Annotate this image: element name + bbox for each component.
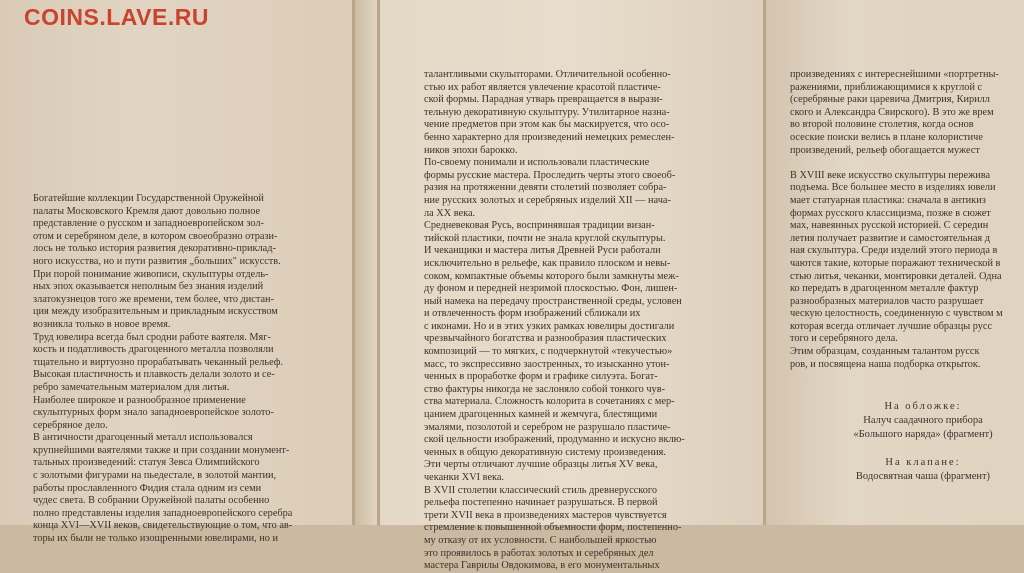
text-line: ражениями, приближающимися к круглой с [790, 81, 983, 93]
text-line: разия на протяжении девяти столетий позволяет собра- [424, 182, 667, 194]
text-line: и отвлеченность форм изображений сближали их [424, 308, 641, 320]
text-line: чудес света. В собрании Оружейной палаты особенно [33, 495, 270, 507]
text-line: во второй половине столетия, когда основ [790, 119, 974, 131]
flap-caption-heading: На клапане: [885, 457, 961, 468]
text-line: ция между изобразительным и прикладным искусством [33, 306, 278, 318]
text-line: ской формы. Парадная утварь превращается в вырази- [424, 94, 663, 106]
middle-text-column [424, 69, 730, 573]
text-line: златокузнецов того же времени, тем более, что дистан- [33, 293, 274, 305]
text-line: Труд ювелира всегда был сродни работе ваятеля. Мяг- [33, 331, 271, 343]
text-line: соком, компактные объемы которого были замкнуты меж- [424, 270, 679, 282]
text-line: цанием драгоценных камней и жемчуга, блестящими [424, 409, 658, 421]
text-line: это проявилось в работах золотых и серебряных дел [424, 547, 654, 559]
text-line: В XVII столетии классический стиль древнерусского [424, 484, 657, 496]
text-line: стремление к повышенной объемности форм, постепенно- [424, 522, 682, 534]
text-line: конца XVI—XVII веков, свидетельствующие о том, что ав- [33, 520, 293, 532]
text-line: тальных произведений: статуя Зевса Олимпийского [33, 457, 260, 469]
text-line: ченных в проработке форм и графике силуэта. Богат- [424, 371, 658, 383]
text-line: По-своему понимали и использовали пластические [424, 157, 650, 169]
text-line: ду фоном и передней незримой плоскостью. Фон, лишен- [424, 283, 678, 295]
text-line: ство фактуры никогда не заслоняло собой тонкого чув- [424, 383, 665, 395]
text-line: ченных в общую декоративную систему произведения. [424, 446, 666, 458]
flap-caption [838, 456, 1008, 484]
text-line: чаются такие, которые поражают технической в [790, 257, 1001, 269]
text-line: ных эпох оказывается неполным без знания изделий [33, 281, 264, 293]
text-line: трети XVII века в произведениях мастеров чувствуется [424, 509, 667, 521]
text-line: эмалями, позолотой и серебром не разрушало пластиче- [424, 421, 671, 433]
text-line: лось не только история развития декоративно-приклад- [33, 243, 276, 255]
text-line: композиций — то мягких, с подчеркнутой «текучестью» [424, 346, 673, 358]
text-line: возникла только в новое время. [33, 318, 171, 330]
text-line: ная скульптура. Среди изделий этого периода в [790, 245, 998, 257]
text-line: исключительно в рельефе, как правило плоском и невы- [424, 257, 671, 269]
text-line: осеские поиски велись в плане колористиче [790, 131, 983, 143]
text-line: При порой понимание живописи, скульптуры отдель- [33, 268, 269, 280]
text-line: Эти черты отличают лучшие образцы литья XV века, [424, 459, 658, 471]
text-line: ного искусства, но и пути развития „больших" искусств. [33, 255, 281, 267]
text-line: представление о русском и западноевропейском зол- [33, 218, 264, 230]
text-line: Этим образцам, созданным талантом русск [790, 346, 980, 358]
right-text-column [790, 69, 1024, 371]
text-line: летия получает развитие и самостоятельная д [790, 232, 990, 244]
text-line: разнообразных материалов часто разрушает [790, 295, 984, 307]
text-line: ла XX века. [424, 207, 476, 219]
text-line: отом и серебряном деле, в котором своеобразно отрази- [33, 230, 278, 242]
text-line: В античности драгоценный металл использовался [33, 432, 253, 444]
text-line: тельную декоративную скульптуру. Утилитарное назна- [424, 106, 670, 118]
text-line: торы их были не только изощренными ювелирами, но и [33, 533, 279, 545]
text-line: ского и Александра Свирского). В это же врем [790, 106, 994, 118]
text-line: ние русских золотых и серебряных изделий XII — нача- [424, 194, 671, 206]
text-line: мает статуарная пластика: сначала в антикиз [790, 194, 986, 206]
text-line: мастера Гаврилы Овдокимова, в его монументальных [424, 560, 660, 572]
text-line: ко передать в драгоценном металле фактур [790, 283, 979, 295]
inner-flap [356, 0, 378, 525]
text-line: И чеканщики и мастера литья Древней Руси работали [424, 245, 661, 257]
text-line: того и серебряного дела. [790, 333, 898, 345]
cover-caption [838, 400, 1008, 442]
text-line: кость и податливость драгоценного металла позволяли [33, 344, 274, 356]
text-line: с иконами. Но и в этих узких рамках ювелиры достигали [424, 320, 675, 332]
text-line: ской цельности изображений, продуманно и искусно вклю- [424, 434, 685, 446]
flap-caption-line: Водосвятная чаша (фрагмент) [855, 471, 991, 482]
text-line: мах, навеянных русской историей. С середин [790, 220, 989, 232]
text-line [790, 157, 1024, 170]
text-line: серебряное дело. [33, 419, 108, 431]
cover-caption-line: «Большого наряда» (фрагмент) [853, 429, 993, 440]
text-line: Высокая пластичность и плавкость делали золото и се- [33, 369, 275, 381]
text-line: которая всегда отличает лучшие образцы русс [790, 320, 993, 332]
cover-caption-heading: На обложке: [884, 401, 962, 412]
text-line: формах русского классицизма, позже в сюжет [790, 207, 991, 219]
text-line: скульптурных форм знало западноевропейское золото- [33, 407, 274, 419]
text-line: Богатейшие коллекции Государственной Оружейной [33, 193, 264, 204]
text-line: ный намека на передачу пространственной среды, условен [424, 295, 682, 307]
text-line: ников эпохи барокко. [424, 144, 518, 156]
text-line: с золотыми фигурами на пьедестале, в золотой мантии, [33, 470, 277, 482]
fold-line [352, 0, 355, 525]
text-line: работы прославленного Фидия стала одним из семи [33, 482, 262, 494]
site-watermark: COINS.LAVE.RU [24, 4, 209, 30]
text-line: формы русские мастера. Проследить черты этого своеоб- [424, 169, 676, 181]
text-line: полно представлены изделия западноевропейского серебра [33, 507, 293, 519]
text-line: палаты Московского Кремля дают довольно полное [33, 205, 261, 217]
text-line: чение предметов при этом как бы маскируется, что осо- [424, 119, 670, 131]
text-line: произведений, рельеф обогащается мужест [790, 144, 980, 156]
text-line: подъема. Все большее место в изделиях ювели [790, 182, 996, 194]
text-line: ров, и посвящена наша подборка открыток. [790, 358, 981, 370]
cover-caption-line: Налуч саадачного прибора [863, 415, 983, 426]
text-line: тийской пластики, почти не знала круглой скульптуры. [424, 232, 666, 244]
text-line: бенно характерно для произведений немецких ремеслен- [424, 131, 675, 143]
text-line: произведениях с интереснейшими «портретны- [790, 69, 999, 80]
text-line: Средневековая Русь, воспринявшая традиции визан- [424, 220, 655, 232]
text-line: му отказу от их условности. С наибольшей яркостью [424, 534, 657, 546]
text-line: ребро замечательным материалом для литья. [33, 381, 230, 393]
text-line: ческую целостность, соединенную с чувством м [790, 308, 1003, 320]
text-line: рельефа постепенно начинает разрушаться. В первой [424, 497, 658, 509]
left-text-column [33, 193, 325, 546]
text-line: ства материала. Сложность колорита в сочетаниях с мер- [424, 396, 675, 408]
text-line: тщательно и виртуозно прорабатывать чеканный рельеф. [33, 356, 284, 368]
text-line: В XVIII веке искусство скульптуры пережива [790, 169, 991, 181]
text-line: талантливыми скульпторами. Отличительной особенно- [424, 69, 671, 80]
text-line: стью их работ является увлечение красотой пластиче- [424, 81, 661, 93]
text-line: масс, то экспрессивно заостренных, то изысканно утон- [424, 358, 670, 370]
text-line: стью литья, чеканки, монтировки деталей. Одна [790, 270, 1002, 282]
text-line: чеканки XVI века. [424, 472, 505, 483]
text-line: крупнейшими ваятелями также и при создании монумент- [33, 444, 290, 456]
text-line: (серебряные раки царевича Дмитрия, Кирилл [790, 94, 990, 106]
text-line: чрезвычайного богатства и разнообразия пластических [424, 333, 667, 345]
text-line: Наиболее широкое и разнообразное применение [33, 394, 246, 406]
